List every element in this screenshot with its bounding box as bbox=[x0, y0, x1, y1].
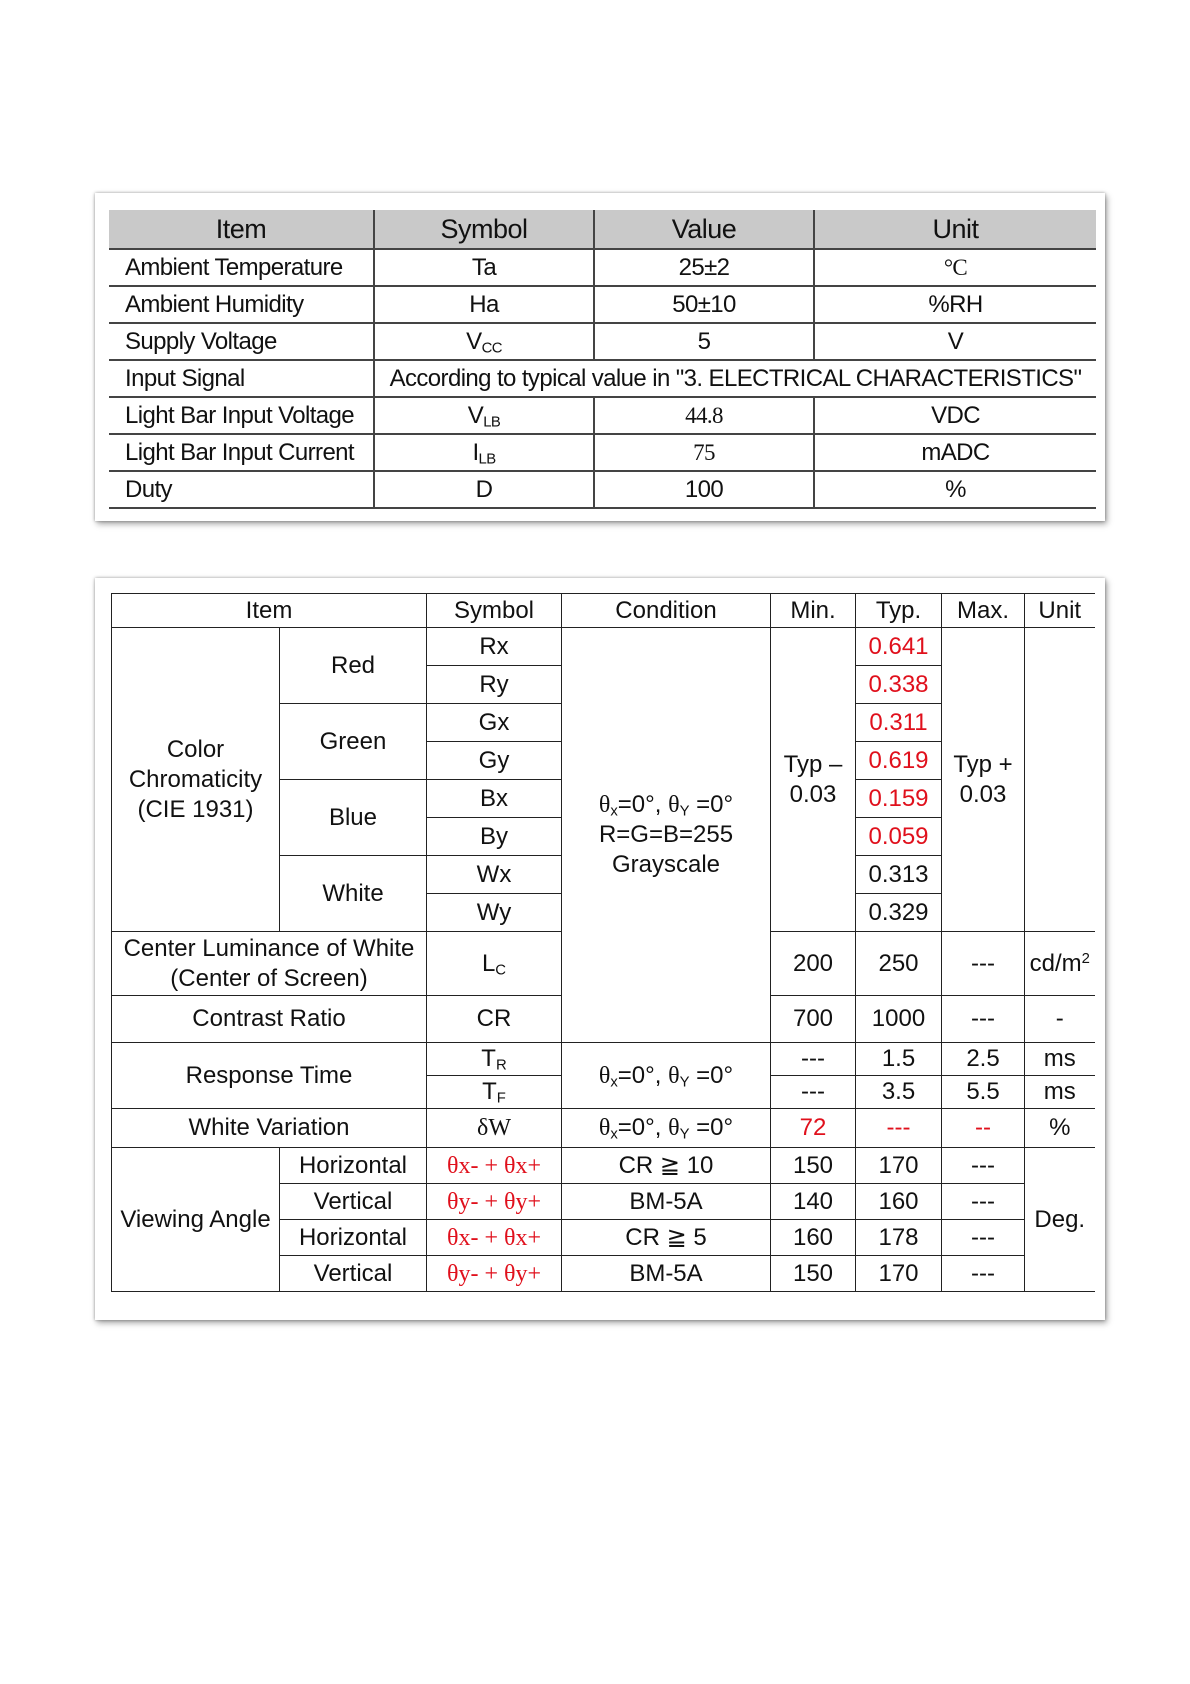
typ-cell: 0.311 bbox=[856, 704, 942, 742]
symbol-cell: Ha bbox=[374, 286, 594, 323]
typ-cell: 0.313 bbox=[856, 856, 942, 894]
typ-cell: 0.619 bbox=[856, 742, 942, 780]
value-cell: 25±2 bbox=[594, 249, 814, 286]
symbol-cell: Gy bbox=[427, 742, 562, 780]
symbol-cell: CR bbox=[427, 996, 562, 1043]
min-cell: 700 bbox=[771, 996, 856, 1043]
typ-cell: 0.329 bbox=[856, 894, 942, 932]
unit-cell: ms bbox=[1025, 1076, 1095, 1109]
response-label: Response Time bbox=[112, 1043, 427, 1109]
typ-cell: 160 bbox=[856, 1184, 942, 1220]
absolute-ratings-card bbox=[95, 193, 1105, 521]
typ-cell: 250 bbox=[856, 932, 942, 996]
optical-characteristics-table bbox=[111, 593, 1095, 1292]
header-typ: Typ. bbox=[856, 594, 942, 628]
table-header-row bbox=[112, 594, 1095, 628]
direction-cell: Vertical bbox=[280, 1256, 427, 1292]
unit-cell: mADC bbox=[814, 434, 1096, 471]
typ-cell: 1000 bbox=[856, 996, 942, 1043]
unit-cell: °C bbox=[814, 249, 1096, 286]
header-value: Value bbox=[594, 210, 814, 249]
color-chromaticity-label: Color Chromaticity (CIE 1931) bbox=[112, 628, 280, 932]
item-cell: Supply Voltage bbox=[109, 323, 374, 360]
unit-cell: ms bbox=[1025, 1043, 1095, 1076]
unit-cell: % bbox=[1025, 1109, 1095, 1148]
min-cell: --- bbox=[771, 1043, 856, 1076]
typ-cell: 170 bbox=[856, 1256, 942, 1292]
symbol-cell: θx- + θx+ bbox=[427, 1220, 562, 1256]
direction-cell: Vertical bbox=[280, 1184, 427, 1220]
table-row bbox=[112, 1148, 1095, 1184]
symbol-cell: θy- + θy+ bbox=[427, 1184, 562, 1220]
viewing-angle-label: Viewing Angle bbox=[112, 1148, 280, 1292]
condition-cell: BM-5A bbox=[562, 1184, 771, 1220]
direction-cell: Horizontal bbox=[280, 1148, 427, 1184]
max-cell: --- bbox=[942, 1148, 1025, 1184]
item-cell: Input Signal bbox=[109, 360, 374, 397]
color-white-label: White bbox=[280, 856, 427, 932]
table-header-row bbox=[109, 210, 1096, 249]
min-cell: 150 bbox=[771, 1148, 856, 1184]
response-condition: $\theta_x=0^\circ$, $\theta_Y =0^\circ$ bbox=[562, 1043, 771, 1109]
symbol-cell: Gx bbox=[427, 704, 562, 742]
header-max: Max. bbox=[942, 594, 1025, 628]
condition-cell: CR ≧ 10 bbox=[562, 1148, 771, 1184]
optical-characteristics-card bbox=[95, 578, 1105, 1320]
header-symbol: Symbol bbox=[427, 594, 562, 628]
header-item: Item bbox=[109, 210, 374, 249]
header-unit: Unit bbox=[1025, 594, 1095, 628]
header-condition: Condition bbox=[562, 594, 771, 628]
unit-cell: %RH bbox=[814, 286, 1096, 323]
item-cell: Light Bar Input Voltage bbox=[109, 397, 374, 434]
value-cell: 100 bbox=[594, 471, 814, 508]
symbol-cell: $I_{LB}$ bbox=[374, 434, 594, 471]
symbol-cell: Ry bbox=[427, 666, 562, 704]
typ-cell: --- bbox=[856, 1109, 942, 1148]
symbol-cell: By bbox=[427, 818, 562, 856]
max-cell: --- bbox=[942, 932, 1025, 996]
table-row bbox=[109, 286, 1096, 323]
typ-cell: 178 bbox=[856, 1220, 942, 1256]
min-cell: --- bbox=[771, 1076, 856, 1109]
symbol-cell: δW bbox=[427, 1109, 562, 1148]
max-cell: 5.5 bbox=[942, 1076, 1025, 1109]
header-symbol: Symbol bbox=[374, 210, 594, 249]
unit-cell: % bbox=[814, 471, 1096, 508]
color-min: Typ – 0.03 bbox=[771, 628, 856, 932]
unit-cell: VDC bbox=[814, 397, 1096, 434]
symbol-cell: $L_C$ bbox=[427, 932, 562, 996]
white-variation-label: White Variation bbox=[112, 1109, 427, 1148]
table-row bbox=[112, 1109, 1095, 1148]
table-row bbox=[109, 471, 1096, 508]
typ-cell: 170 bbox=[856, 1148, 942, 1184]
merged-cell: According to typical value in "3. ELECTRICAL CHARACTERISTICS" bbox=[374, 360, 1096, 397]
unit-cell: V bbox=[814, 323, 1096, 360]
item-cell: Ambient Temperature bbox=[109, 249, 374, 286]
max-cell: --- bbox=[942, 1256, 1025, 1292]
color-green-label: Green bbox=[280, 704, 427, 780]
value-cell: 44.8 bbox=[594, 397, 814, 434]
max-cell: --- bbox=[942, 1220, 1025, 1256]
table-row bbox=[109, 360, 1096, 397]
max-cell: -- bbox=[942, 1109, 1025, 1148]
condition-cell: BM-5A bbox=[562, 1256, 771, 1292]
table-row bbox=[112, 1043, 1095, 1076]
typ-cell: 0.641 bbox=[856, 628, 942, 666]
symbol-cell: D bbox=[374, 471, 594, 508]
symbol-cell: $T_F$ bbox=[427, 1076, 562, 1109]
header-unit: Unit bbox=[814, 210, 1096, 249]
table-row bbox=[109, 434, 1096, 471]
symbol-cell: Bx bbox=[427, 780, 562, 818]
main-condition: $\theta_x=0^\circ$, $\theta_Y =0^\circ$ R=G=B=255 Grayscale bbox=[562, 628, 771, 1043]
symbol-cell: Rx bbox=[427, 628, 562, 666]
color-blue-label: Blue bbox=[280, 780, 427, 856]
symbol-cell: $T_R$ bbox=[427, 1043, 562, 1076]
table-row bbox=[109, 323, 1096, 360]
min-cell: 150 bbox=[771, 1256, 856, 1292]
symbol-cell: Ta bbox=[374, 249, 594, 286]
symbol-cell: $V_{CC}$ bbox=[374, 323, 594, 360]
symbol-cell: θy- + θy+ bbox=[427, 1256, 562, 1292]
symbol-cell: Wx bbox=[427, 856, 562, 894]
symbol-cell: Wy bbox=[427, 894, 562, 932]
max-cell: --- bbox=[942, 1184, 1025, 1220]
typ-cell: 0.338 bbox=[856, 666, 942, 704]
value-cell: 50±10 bbox=[594, 286, 814, 323]
unit-cell: - bbox=[1025, 996, 1095, 1043]
unit-cell: $cd/m^2$ bbox=[1025, 932, 1095, 996]
condition-cell: CR ≧ 5 bbox=[562, 1220, 771, 1256]
typ-cell: 1.5 bbox=[856, 1043, 942, 1076]
table-row bbox=[109, 397, 1096, 434]
header-min: Min. bbox=[771, 594, 856, 628]
symbol-cell: $V_{LB}$ bbox=[374, 397, 594, 434]
min-cell: 200 bbox=[771, 932, 856, 996]
color-red-label: Red bbox=[280, 628, 427, 704]
absolute-ratings-table bbox=[109, 210, 1096, 509]
contrast-label: Contrast Ratio bbox=[112, 996, 427, 1043]
direction-cell: Horizontal bbox=[280, 1220, 427, 1256]
item-cell: Ambient Humidity bbox=[109, 286, 374, 323]
value-cell: 75 bbox=[594, 434, 814, 471]
typ-cell: 0.159 bbox=[856, 780, 942, 818]
table-row bbox=[112, 628, 1095, 666]
typ-cell: 0.059 bbox=[856, 818, 942, 856]
min-cell: 72 bbox=[771, 1109, 856, 1148]
max-cell: --- bbox=[942, 996, 1025, 1043]
item-cell: Duty bbox=[109, 471, 374, 508]
symbol-cell: θx- + θx+ bbox=[427, 1148, 562, 1184]
typ-cell: 3.5 bbox=[856, 1076, 942, 1109]
color-max: Typ + 0.03 bbox=[942, 628, 1025, 932]
color-unit bbox=[1025, 628, 1095, 932]
max-cell: 2.5 bbox=[942, 1043, 1025, 1076]
header-item: Item bbox=[112, 594, 427, 628]
min-cell: 160 bbox=[771, 1220, 856, 1256]
white-variation-condition: $\theta_x=0^\circ$, $\theta_Y =0^\circ$ bbox=[562, 1109, 771, 1148]
item-cell: Light Bar Input Current bbox=[109, 434, 374, 471]
value-cell: 5 bbox=[594, 323, 814, 360]
min-cell: 140 bbox=[771, 1184, 856, 1220]
viewing-unit: Deg. bbox=[1025, 1148, 1095, 1292]
luminance-label: Center Luminance of White (Center of Screen) bbox=[112, 932, 427, 996]
table-row bbox=[109, 249, 1096, 286]
